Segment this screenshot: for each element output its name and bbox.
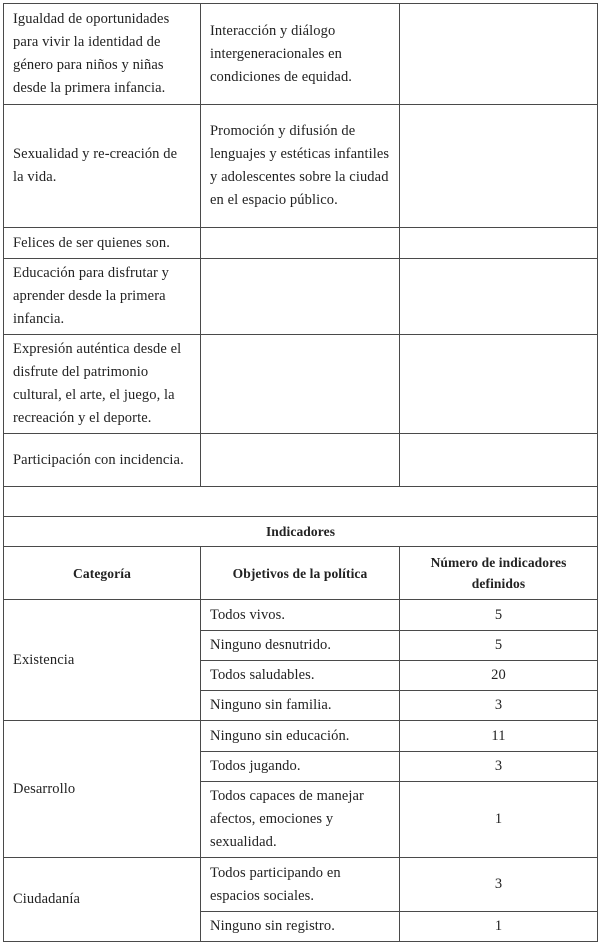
table-row <box>4 858 598 912</box>
objective-cell: Ninguno desnutrido. <box>201 631 400 661</box>
objective-cell: Ninguno sin registro. <box>201 912 400 942</box>
empty-cell <box>400 4 598 105</box>
empty-cell <box>400 228 598 259</box>
group-category: Desarrollo <box>4 721 201 858</box>
indicators-title: Indicadores <box>4 517 598 547</box>
policy-table <box>3 3 598 942</box>
objective-cell: Todos saludables. <box>201 661 400 691</box>
count-cell: 5 <box>400 600 598 631</box>
objective-cell: Todos jugando. <box>201 752 400 782</box>
objective-cell: Todos vivos. <box>201 600 400 631</box>
objective-cell: Ninguno sin educación. <box>201 721 400 752</box>
category-cell: Felices de ser quienes son. <box>4 228 201 259</box>
header-row <box>4 547 598 600</box>
table-row <box>4 259 598 335</box>
count-cell: 3 <box>400 691 598 721</box>
objective-cell <box>201 228 400 259</box>
objective-cell: Interacción y diálogo intergeneracionales en condiciones de equidad. <box>201 4 400 105</box>
count-cell: 3 <box>400 752 598 782</box>
count-cell: 1 <box>400 912 598 942</box>
table-row <box>4 105 598 228</box>
objective-cell: Todos participando en espacios sociales. <box>201 858 400 912</box>
category-cell: Participación con incidencia. <box>4 434 201 487</box>
group-category: Ciudadanía <box>4 858 201 942</box>
category-cell: Expresión auténtica desde el disfrute del patrimonio cultural, el arte, el juego, la recreación y el deporte. <box>4 335 201 434</box>
header-objectives: Objetivos de la política <box>201 547 400 600</box>
header-count: Número de indicadores definidos <box>400 547 598 600</box>
indicators-title-row <box>4 517 598 547</box>
objective-cell <box>201 335 400 434</box>
objective-cell: Todos capaces de manejar afectos, emociones y sexualidad. <box>201 782 400 858</box>
table-row <box>4 335 598 434</box>
empty-cell <box>400 259 598 335</box>
count-cell: 5 <box>400 631 598 661</box>
table-row <box>4 228 598 259</box>
table-row <box>4 600 598 631</box>
count-cell: 20 <box>400 661 598 691</box>
objective-cell <box>201 434 400 487</box>
category-cell: Igualdad de oportunidades para vivir la identidad de género para niños y niñas desde la primera infancia. <box>4 4 201 105</box>
objective-cell: Promoción y difusión de lenguajes y estéticas infantiles y adolescentes sobre la ciudad en el espacio público. <box>201 105 400 228</box>
table-row <box>4 4 598 105</box>
objective-cell <box>201 259 400 335</box>
count-cell: 3 <box>400 858 598 912</box>
category-cell: Sexualidad y re-creación de la vida. <box>4 105 201 228</box>
objective-cell: Ninguno sin familia. <box>201 691 400 721</box>
count-cell: 1 <box>400 782 598 858</box>
spacer-cell <box>4 487 598 517</box>
spacer-row <box>4 487 598 517</box>
empty-cell <box>400 434 598 487</box>
category-cell: Educación para disfrutar y aprender desde la primera infancia. <box>4 259 201 335</box>
empty-cell <box>400 335 598 434</box>
header-category: Categoría <box>4 547 201 600</box>
table-row <box>4 434 598 487</box>
count-cell: 11 <box>400 721 598 752</box>
empty-cell <box>400 105 598 228</box>
table-row <box>4 721 598 752</box>
group-category: Existencia <box>4 600 201 721</box>
